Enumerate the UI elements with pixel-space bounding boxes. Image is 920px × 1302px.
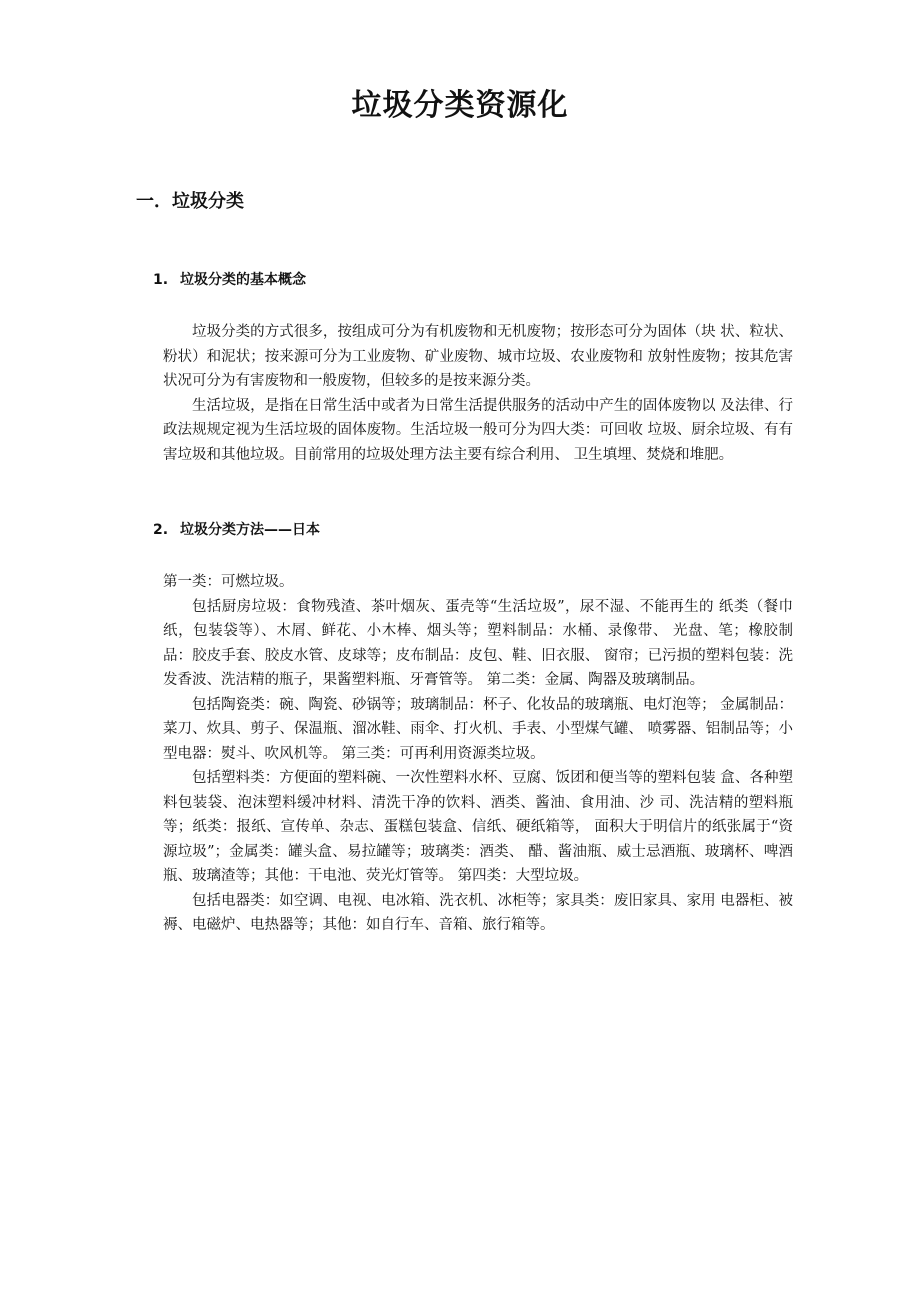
subheading-number: 1. xyxy=(153,272,169,288)
paragraph: 包括陶瓷类：碗、陶瓷、砂锅等；玻璃制品：杯子、化妆品的玻璃瓶、电灯泡等； 金属制品：菜刀、炊具、剪子、保温瓶、溜冰鞋、雨伞、打火机、手表、小型煤气罐、 喷雾器、铝制品等；小型电器：熨斗、吹风机等。 第三类：可再利用资源类垃圾。 xyxy=(163,696,793,762)
paragraph: 生活垃圾，是指在日常生活中或者为日常生活提供服务的活动中产生的固体废物以 及法律、行政法规规定视为生活垃圾的固体废物。生活垃圾一般可分为四大类：可回收 垃圾、厨余垃圾、有有害垃圾和其他垃圾。目前常用的垃圾处理方法主要有综合利用、 卫生填埋、焚烧和堆肥。 xyxy=(163,397,793,463)
subheading-number: 2. xyxy=(153,522,169,538)
subheading-text: 垃圾分类的基本概念 xyxy=(180,272,306,288)
basic-concept-body xyxy=(163,320,793,467)
subheading-basic-concept xyxy=(153,269,306,291)
japan-method-body xyxy=(163,570,793,938)
section-heading-garbage-classification: 一．垃圾分类 xyxy=(136,191,244,212)
paragraph: 包括塑料类：方便面的塑料碗、一次性塑料水杯、豆腐、饭团和便当等的塑料包装 盒、各种塑料包装袋、泡沫塑料缓冲材料、清洗干净的饮料、酒类、酱油、食用油、沙 司、洗洁精的塑料瓶等；纸类：报纸、宣传单、杂志、蛋糕包装盒、信纸、硬纸箱等， 面积大于明信片的纸张属于“资源垃圾”；金属类：罐头盒、易拉罐等；玻璃类：酒类、 醋、酱油瓶、威士忌酒瓶、玻璃杯、啤酒瓶、玻璃渣等；其他：干电池、荧光灯管等。 第四类：大型垃圾。 xyxy=(163,770,793,884)
paragraph: 垃圾分类的方式很多，按组成可分为有机废物和无机废物；按形态可分为固体（块 状、粒状、粉状）和泥状；按来源可分为工业废物、矿业废物、城市垃圾、农业废物和 放射性废物；按其危害状况可分为有害废物和一般废物，但较多的是按来源分类。 xyxy=(163,324,793,389)
subheading-text: 垃圾分类方法——日本 xyxy=(180,522,320,538)
subheading-japan-method xyxy=(153,519,320,541)
paragraph: 包括厨房垃圾：食物残渣、茶叶烟灰、蛋壳等“生活垃圾”，尿不湿、不能再生的 纸类（餐巾纸，包装袋等）、木屑、鲜花、小木棒、烟头等；塑料制品：水桶、录像带、 光盘、笔；橡胶制品：胶皮手套、胶皮水管、皮球等；皮布制品：皮包、鞋、旧衣服、 窗帘；已污损的塑料包装：洗发香波、洗洁精的瓶子，果酱塑料瓶、牙膏管等。 第二类：金属、陶器及玻璃制品。 xyxy=(163,598,793,688)
category-one-line: 第一类：可燃垃圾。 xyxy=(163,574,294,590)
document-title: 垃圾分类资源化 xyxy=(351,88,569,123)
paragraph: 包括电器类：如空调、电视、电冰箱、洗衣机、冰柜等；家具类：废旧家具、家用 电器柜、被褥、电磁炉、电热器等；其他：如自行车、音箱、旅行箱等。 xyxy=(163,892,793,933)
